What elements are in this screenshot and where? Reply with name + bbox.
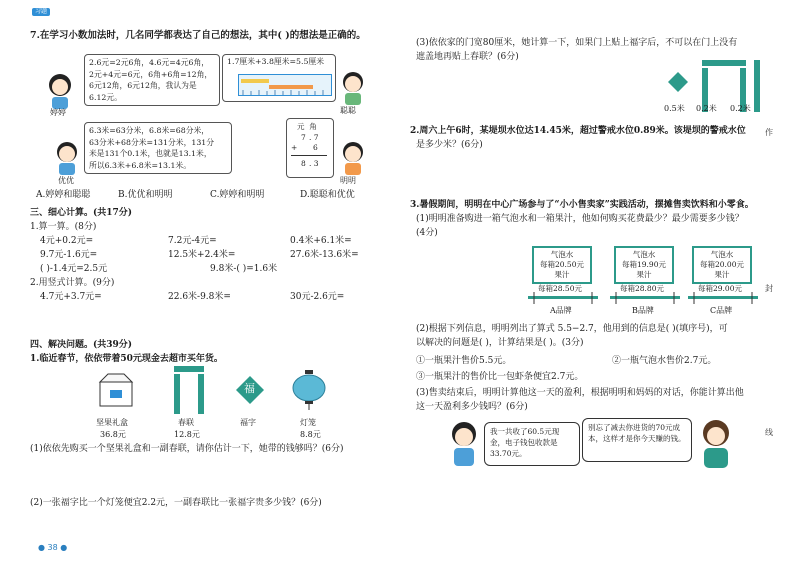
brand-line: 果汁 — [554, 270, 570, 279]
tingting-bubble — [84, 54, 220, 106]
row1-dec: . 7 — [309, 133, 319, 142]
brand-line: 气泡水 — [550, 250, 574, 259]
page-number-text: 38 — [47, 543, 58, 552]
brand-b-board — [614, 246, 674, 284]
youyou-line: 6.3米=63分米，6.8米=68分米， — [89, 126, 210, 135]
info-item: ②一瓶气泡水售价2.7元。 — [612, 356, 717, 366]
brand-line: 每箱20.00元 — [700, 260, 744, 269]
mom-avatar — [696, 418, 736, 474]
congcong-line: 1.7厘米+3.8厘米=5.5厘米 — [227, 57, 325, 66]
vertical-item: 22.6米-9.8米= — [168, 292, 231, 302]
tingting-line: 6元12角，6元12角，我认为是 — [89, 81, 197, 90]
congcong-avatar — [338, 70, 368, 110]
brand-c-board — [692, 246, 752, 284]
brand-line: 气泡水 — [632, 250, 656, 259]
q7-question: 7.在学习小数加法时，几名同学都表达了自己的想法，其中( )的想法是正确的。 — [30, 30, 366, 41]
page-number: ● 38 ● — [38, 543, 68, 552]
tingting-name: 婷婷 — [50, 108, 66, 117]
result-dec: . 3 — [309, 159, 319, 168]
boy-speech: 我一共收了60.5元现金，电子钱包收款是33.70元。 — [484, 422, 580, 466]
result-int: 8 — [301, 159, 306, 168]
section3-sub2: 2.用竖式计算。(9分) — [30, 278, 115, 288]
brand-line: 果汁 — [714, 270, 730, 279]
option-c[interactable]: C.婷婷和明明 — [210, 190, 265, 200]
section4-q1-2: (2)一张福字比一个灯笼便宜2.2元，一副春联比一张福字贵多少钱？(6分) — [30, 498, 322, 508]
item-name: 坚果礼盒 — [96, 418, 128, 427]
side-mark: 线 — [765, 428, 773, 437]
calc-item: 9.7元-1.6元= — [40, 250, 98, 260]
youyou-avatar — [52, 140, 82, 180]
calc-item: 0.4米+6.1米= — [290, 236, 352, 246]
header-tag: 习题 — [32, 8, 50, 16]
mingming-bubble — [286, 118, 334, 178]
fu-character-icon — [236, 376, 264, 408]
info-item: ①一瓶果汁售价5.5元。 — [416, 356, 512, 366]
youyou-line: 米是131个0.1米，也就是13.1米， — [89, 149, 212, 158]
yuan-head: 元 — [297, 122, 305, 131]
calc-item: 9.8米-( )=1.6米 — [210, 264, 278, 274]
lantern-icon — [292, 370, 326, 414]
side-mark: 封 — [765, 284, 773, 293]
q3-3-line: 这一天盈利多少钱吗？(6分) — [416, 402, 528, 412]
door-label: 0.2米 — [730, 104, 751, 113]
congcong-name: 聪聪 — [340, 106, 356, 115]
item-name: 灯笼 — [300, 418, 316, 427]
ruler-icon — [238, 74, 332, 96]
brand-line: 每箱29.00元 — [698, 284, 742, 293]
jiao-head: 角 — [309, 122, 317, 131]
brand-line: 每箱19.90元 — [622, 260, 666, 269]
calc-item: 12.5米+2.4米= — [168, 250, 236, 260]
brand-line: 气泡水 — [710, 250, 734, 259]
item-price: 12.8元 — [174, 430, 200, 439]
q1-3-line: (3)依依家的门宽80厘米，她计算一下，如果门上贴上福字后，不可以在门上没有 — [416, 38, 738, 48]
row2-val: 6 — [313, 143, 318, 152]
side-mark: 作 — [765, 128, 773, 137]
brand-label: A品牌 — [550, 306, 572, 315]
q1-3-line: 遮盖地再贴上春联？(6分) — [416, 52, 519, 62]
tingting-line: 6.12元。 — [89, 92, 122, 102]
q3-line: (1)明明准备购进一箱气泡水和一箱果汁，他如何购买花费最少？最少需要多少钱？ — [416, 214, 744, 224]
brand-line: 每箱28.80元 — [620, 284, 664, 293]
door-label: 0.5米 — [664, 104, 685, 113]
section4-title: 四、解决问题。(共39分) — [30, 340, 133, 350]
tingting-line: 2元+4元=6元，6角+6角=12角， — [89, 69, 213, 79]
brand-a-board — [532, 246, 592, 284]
door-label: 0.2米 — [696, 104, 717, 113]
section3-sub1: 1.算一算。(8分) — [30, 222, 97, 232]
section4-q1-1: (1)依依先购买一个坚果礼盒和一副春联，请你估计一下，她带的钱够吗？(6分) — [30, 444, 344, 454]
section4-q1: 1.临近春节，依依带着50元现金去超市买年货。 — [30, 354, 223, 364]
brand-line: 每箱28.50元 — [538, 284, 582, 293]
mingming-name: 明明 — [340, 176, 356, 185]
option-d[interactable]: D.聪聪和优优 — [300, 190, 355, 200]
row1-int: 7 — [301, 133, 306, 142]
mingming-avatar — [338, 140, 368, 180]
calc-item: 27.6米-13.6米= — [290, 250, 359, 260]
youyou-name: 优优 — [58, 176, 74, 185]
q3-line: 3.暑假期间，明明在中心广场参与了“小小售卖家”实践活动，摆摊售卖饮料和小零食。 — [410, 200, 754, 210]
section3-title: 三、细心计算。(共17分) — [30, 208, 133, 218]
vertical-item: 4.7元+3.7元= — [40, 292, 102, 302]
youyou-line: 63分米+68分米=131分米，131分 — [89, 137, 215, 147]
brand-label: C品牌 — [710, 306, 733, 315]
brand-line: 果汁 — [636, 270, 652, 279]
q3-2-line: 以解决的问题是( )，计算结果是( )。(3分) — [416, 338, 584, 348]
option-b[interactable]: B.优优和明明 — [118, 190, 173, 200]
boy-avatar — [446, 420, 482, 472]
item-name: 春联 — [178, 418, 194, 427]
brand-label: B品牌 — [632, 306, 654, 315]
calc-item: 4元+0.2元= — [40, 236, 94, 246]
youyou-bubble — [84, 122, 232, 174]
calc-item: ( )-1.4元=2.5元 — [40, 264, 108, 274]
gift-box-icon — [96, 372, 136, 412]
q3-3-line: (3)售卖结束后，明明计算他这一天的盈利，根据明明和妈妈的对话，你能计算出他 — [416, 388, 744, 398]
tingting-line: 2.6元=2元6角，4.6元=4元6角， — [89, 58, 210, 67]
item-name: 福字 — [240, 418, 256, 427]
sum-line — [291, 155, 327, 156]
q3-line: (4分) — [416, 228, 438, 238]
item-price: 36.8元 — [100, 430, 126, 439]
q2-line: 2.周六上午6时，某堤坝水位达14.45米，超过警戒水位0.89米。该堤坝的警戒水位 — [410, 126, 746, 136]
fu-char: 福 — [244, 382, 255, 395]
info-item: ③一瓶果汁的售价比一包虾条便宜2.7元。 — [416, 372, 584, 382]
calc-item: 7.2元-4元= — [168, 236, 217, 246]
q2-line: 是多少米？(6分) — [416, 140, 483, 150]
youyou-line: 所以6.3米+6.8米=13.1米。 — [89, 160, 192, 170]
couplet-icon — [174, 366, 204, 418]
right-page — [400, 0, 800, 565]
vertical-item: 30元-2.6元= — [290, 292, 345, 302]
row2-op: + — [291, 143, 298, 152]
mom-speech: 别忘了减去你进货的70元成本，这样才是你今天赚的钱。 — [582, 418, 692, 462]
option-a[interactable]: A.婷婷和聪聪 — [36, 190, 91, 200]
brand-line: 每箱20.50元 — [540, 260, 584, 269]
item-price: 8.8元 — [300, 430, 321, 439]
board-stands — [528, 292, 768, 308]
q3-2-line: (2)根据下列信息，明明列出了算式 5.5−2.7，他用到的信息是( )(填序号)，可 — [416, 324, 728, 334]
